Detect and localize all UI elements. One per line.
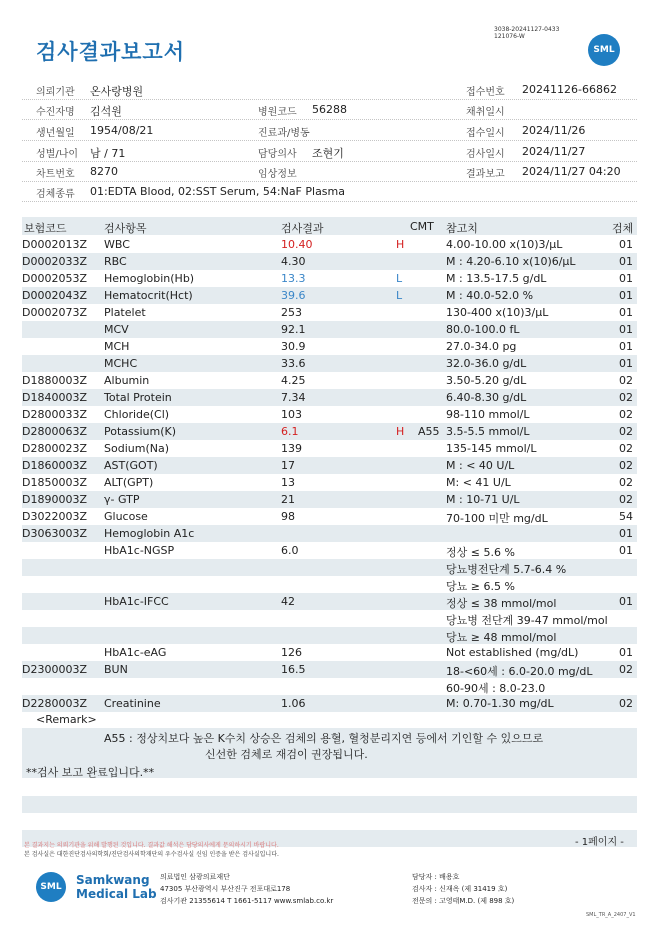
reference-range: 정상 ≤ 38 mmol/mol (446, 597, 557, 610)
test-name: AST(GOT) (104, 459, 158, 472)
specimen-code: 01 (619, 595, 633, 608)
test-name: Hematocrit(Hct) (104, 289, 193, 302)
report-label: 결과보고 (466, 169, 505, 180)
reference-range: 당뇨 ≥ 48 mmol/mol (446, 631, 557, 644)
reference-range: 32.0-36.0 g/dL (446, 357, 527, 370)
address-line1: 의료법인 삼광의료재단 (160, 873, 230, 881)
specimen-code: 01 (619, 323, 633, 336)
reference-range: Not established (mg/dL) (446, 646, 579, 659)
test-result: 13 (281, 476, 295, 489)
col-result: 검사결과 (281, 222, 324, 235)
report-value: 2024/11/27 04:20 (522, 165, 621, 178)
test-code: D0002073Z (22, 306, 87, 319)
test-result: 4.30 (281, 255, 306, 268)
specimen-code: 01 (619, 238, 633, 251)
test-date-value: 2024/11/27 (522, 145, 586, 158)
info-row-5 (22, 162, 637, 182)
test-name: Sodium(Na) (104, 442, 169, 455)
test-name: Hemoglobin(Hb) (104, 272, 195, 285)
document-id-line1: 3038-20241127-0433 (494, 26, 560, 33)
col-code: 보험코드 (24, 222, 67, 235)
specimen-code: 54 (619, 510, 633, 523)
reference-range: 당뇨병전단계 5.7-6.4 % (446, 563, 567, 576)
hospital-code-label: 병원코드 (258, 107, 297, 118)
test-result: 103 (281, 408, 302, 421)
test-code: D1880003Z (22, 374, 87, 387)
test-code: D0002013Z (22, 238, 87, 251)
specimen-code: 01 (619, 357, 633, 370)
specimen-code: 01 (619, 306, 633, 319)
specimen-code: 01 (619, 544, 633, 557)
test-result: 10.40 (281, 238, 313, 251)
table-row (22, 644, 637, 661)
reference-range: 3.5-5.5 mmol/L (446, 425, 530, 438)
staff-line2: 검사자 : 신재옥 (제 31419 호) (412, 885, 508, 893)
test-code: D0002053Z (22, 272, 87, 285)
test-code: D2300003Z (22, 663, 87, 676)
info-row-1 (22, 80, 637, 100)
reference-range: 3.50-5.20 g/dL (446, 374, 527, 387)
reference-range: M: 0.70-1.30 mg/dL (446, 697, 554, 710)
table-row (22, 525, 637, 542)
test-date-label: 검사일시 (466, 149, 505, 160)
test-cmt: A55 (418, 425, 440, 438)
chart-label: 차트번호 (36, 169, 75, 180)
staff-line1: 담당자 : 배용호 (412, 873, 460, 881)
table-row (22, 236, 637, 253)
blank-row (22, 796, 637, 813)
test-name: BUN (104, 663, 128, 676)
table-row (22, 406, 637, 423)
test-code: D1860003Z (22, 459, 87, 472)
specimen-value: 01:EDTA Blood, 02:SST Serum, 54:NaF Plasma (90, 185, 345, 198)
test-code: D2800033Z (22, 408, 87, 421)
test-name: RBC (104, 255, 127, 268)
test-name: Albumin (104, 374, 150, 387)
table-row (22, 678, 637, 695)
specimen-code: 02 (619, 442, 633, 455)
test-result: 1.06 (281, 697, 306, 710)
test-result: 39.6 (281, 289, 306, 302)
reference-range: 98-110 mmol/L (446, 408, 530, 421)
table-row (22, 338, 637, 355)
reference-range: M : 40.0-52.0 % (446, 289, 534, 302)
specimen-code: 02 (619, 459, 633, 472)
address-line3: 검사기관 21355614 T 1661-5117 www.smlab.co.kr (160, 897, 334, 905)
table-row (22, 321, 637, 338)
table-row (22, 270, 637, 287)
specimen-label: 검체종류 (36, 189, 75, 200)
patient-label: 수진자명 (36, 107, 75, 118)
doctor-value: 조현기 (312, 147, 344, 160)
specimen-code: 01 (619, 255, 633, 268)
table-row (22, 695, 637, 712)
test-name: Hemoglobin A1c (104, 527, 195, 540)
specimen-code: 01 (619, 289, 633, 302)
test-result: 126 (281, 646, 302, 659)
col-specimen: 검체 (612, 222, 634, 235)
test-result: 13.3 (281, 272, 306, 285)
birth-value: 1954/08/21 (90, 124, 154, 137)
birth-label: 생년월일 (36, 128, 75, 139)
footer-sml-logo (36, 872, 66, 902)
table-row (22, 253, 637, 270)
test-name: MCHC (104, 357, 138, 370)
table-row (22, 355, 637, 372)
table-row (22, 508, 637, 525)
test-result: 139 (281, 442, 302, 455)
remark-line2: 신선한 검체로 재검이 권장됩니다. (205, 748, 368, 761)
footer-brand (76, 873, 157, 901)
reference-range: 당뇨 ≥ 6.5 % (446, 580, 515, 593)
receipt-date-value: 2024/11/26 (522, 124, 586, 137)
col-cmt: CMT (410, 220, 434, 233)
sex-age-value: 남 / 71 (90, 147, 126, 160)
table-row (22, 610, 637, 627)
receipt-no-label: 접수번호 (466, 87, 505, 98)
disclaimer-black: 본 검사실은 대한진단검사의학회/진단검사의학재단의 우수검사실 신임 인증을 받은 검사실입니다. (24, 851, 279, 858)
table-row (22, 457, 637, 474)
test-code: D1840003Z (22, 391, 87, 404)
test-name: Total Protein (104, 391, 172, 404)
test-name: WBC (104, 238, 130, 251)
disclaimer-red: 본 결과지는 의뢰기관을 위해 발행된 것입니다. 결과값 해석은 담당의사에게 문의하시기 바랍니다. (24, 842, 279, 849)
address-line2: 47305 부산광역시 부산진구 전포대로178 (160, 885, 291, 893)
table-row (22, 304, 637, 321)
info-row-6 (22, 182, 637, 202)
reference-range: 당뇨병 전단계 39-47 mmol/mol (446, 614, 608, 627)
reference-range: 27.0-34.0 pg (446, 340, 517, 353)
receipt-no-value: 20241126-66862 (522, 83, 617, 96)
dept-label: 진료과/병동 (258, 128, 310, 139)
test-result: 92.1 (281, 323, 306, 336)
test-name: Chloride(Cl) (104, 408, 170, 421)
reference-range: M : < 40 U/L (446, 459, 515, 472)
patient-value: 김석원 (90, 105, 122, 118)
test-result: 42 (281, 595, 295, 608)
specimen-code: 01 (619, 527, 633, 540)
reference-range: M : 10-71 U/L (446, 493, 520, 506)
table-row (22, 491, 637, 508)
footer-logo-text: SML (40, 882, 62, 892)
test-result: 7.34 (281, 391, 306, 404)
test-code: D1890003Z (22, 493, 87, 506)
result-flag: L (396, 289, 403, 302)
table-row (22, 287, 637, 304)
footer-address (160, 871, 333, 907)
reference-range: 정상 ≤ 5.6 % (446, 546, 515, 559)
info-row-2 (22, 100, 637, 120)
test-result: 16.5 (281, 663, 306, 676)
table-row (22, 661, 637, 678)
test-result: 33.6 (281, 357, 306, 370)
sml-logo-text: SML (593, 45, 615, 55)
result-flag: H (396, 425, 405, 438)
clinical-label: 임상정보 (258, 169, 297, 180)
footer-staff (412, 871, 514, 907)
reference-range: 80.0-100.0 fL (446, 323, 520, 336)
table-row (22, 389, 637, 406)
sml-logo (588, 34, 620, 66)
reference-range: 135-145 mmol/L (446, 442, 537, 455)
test-name: HbA1c-NGSP (104, 544, 175, 557)
test-code: D3063003Z (22, 527, 87, 540)
document-id (494, 26, 559, 40)
remark-line1: A55 : 정상치보다 높은 K수치 상승은 검체의 용혈, 혈청분리지연 등에서 기인할 수 있으므로 (104, 732, 544, 745)
col-ref: 참고치 (446, 222, 478, 235)
test-name: ALT(GPT) (104, 476, 154, 489)
test-name: HbA1c-eAG (104, 646, 167, 659)
results-table-header (22, 217, 637, 235)
reference-range: M : 4.20-6.10 x(10)6/μL (446, 255, 576, 268)
specimen-code: 02 (619, 425, 633, 438)
test-name: Glucose (104, 510, 148, 523)
test-result: 4.25 (281, 374, 306, 387)
table-row (22, 423, 637, 440)
brand-line1: Samkwang (76, 873, 150, 887)
result-flag: L (396, 272, 403, 285)
test-result: 6.0 (281, 544, 299, 557)
reference-range: 6.40-8.30 g/dL (446, 391, 527, 404)
test-code: D0002033Z (22, 255, 87, 268)
reference-range: M: < 41 U/L (446, 476, 511, 489)
specimen-code: 02 (619, 374, 633, 387)
test-name: γ- GTP (104, 493, 140, 506)
report-complete: **검사 보고 완료입니다.** (26, 766, 155, 779)
form-code: SML_TR_A_2407_V1 (586, 912, 636, 918)
test-result: 17 (281, 459, 295, 472)
staff-line3: 전문의 : 고영태M.D. (제 898 호) (412, 897, 515, 905)
test-name: Creatinine (104, 697, 161, 710)
test-result: 6.1 (281, 425, 299, 438)
test-name: MCV (104, 323, 129, 336)
institution-value: 온사랑병원 (90, 85, 144, 98)
test-code: D2280003Z (22, 697, 87, 710)
receipt-date-label: 접수일시 (466, 128, 505, 139)
chart-value: 8270 (90, 165, 118, 178)
table-row (22, 542, 637, 559)
table-row (22, 440, 637, 457)
table-row (22, 559, 637, 576)
report-title: 검사결과보고서 (36, 40, 186, 64)
test-code: D2800063Z (22, 425, 87, 438)
table-row (22, 474, 637, 491)
specimen-code: 01 (619, 340, 633, 353)
institution-label: 의뢰기관 (36, 87, 75, 98)
test-result: 253 (281, 306, 302, 319)
specimen-code: 01 (619, 646, 633, 659)
specimen-code: 01 (619, 272, 633, 285)
collect-label: 채취일시 (466, 107, 505, 118)
test-code: D1850003Z (22, 476, 87, 489)
specimen-code: 02 (619, 493, 633, 506)
specimen-code: 02 (619, 476, 633, 489)
test-code: D3022003Z (22, 510, 87, 523)
test-code: D2800023Z (22, 442, 87, 455)
table-row (22, 627, 637, 644)
sex-age-label: 성별/나이 (36, 149, 79, 160)
test-result: 21 (281, 493, 295, 506)
test-name: Platelet (104, 306, 146, 319)
document-id-line2: 121076-W (494, 33, 525, 40)
specimen-code: 02 (619, 408, 633, 421)
result-flag: H (396, 238, 405, 251)
reference-range: 60-90세 : 8.0-23.0 (446, 682, 546, 695)
test-code: D0002043Z (22, 289, 87, 302)
hospital-code-value: 56288 (312, 103, 347, 116)
remark-box (22, 728, 637, 762)
reference-range: M : 13.5-17.5 g/dL (446, 272, 547, 285)
table-row (22, 576, 637, 593)
specimen-code: 02 (619, 391, 633, 404)
reference-range: 18-<60세 : 6.0-20.0 mg/dL (446, 665, 593, 678)
specimen-code: 02 (619, 697, 633, 710)
test-result: 98 (281, 510, 295, 523)
page-number: - 1페이지 - (575, 837, 624, 848)
col-name: 검사항목 (104, 222, 147, 235)
info-row-3 (22, 121, 637, 141)
specimen-code: 02 (619, 663, 633, 676)
reference-range: 130-400 x(10)3/μL (446, 306, 549, 319)
info-row-4 (22, 142, 637, 162)
reference-range: 70-100 미만 mg/dL (446, 512, 548, 525)
reference-range: 4.00-10.00 x(10)3/μL (446, 238, 563, 251)
brand-line2: Medical Lab (76, 887, 157, 901)
test-name: HbA1c-IFCC (104, 595, 169, 608)
test-name: MCH (104, 340, 130, 353)
remark-label: <Remark> (36, 713, 97, 726)
test-result: 30.9 (281, 340, 306, 353)
table-row (22, 593, 637, 610)
test-name: Potassium(K) (104, 425, 177, 438)
doctor-label: 담당의사 (258, 149, 297, 160)
table-row (22, 372, 637, 389)
